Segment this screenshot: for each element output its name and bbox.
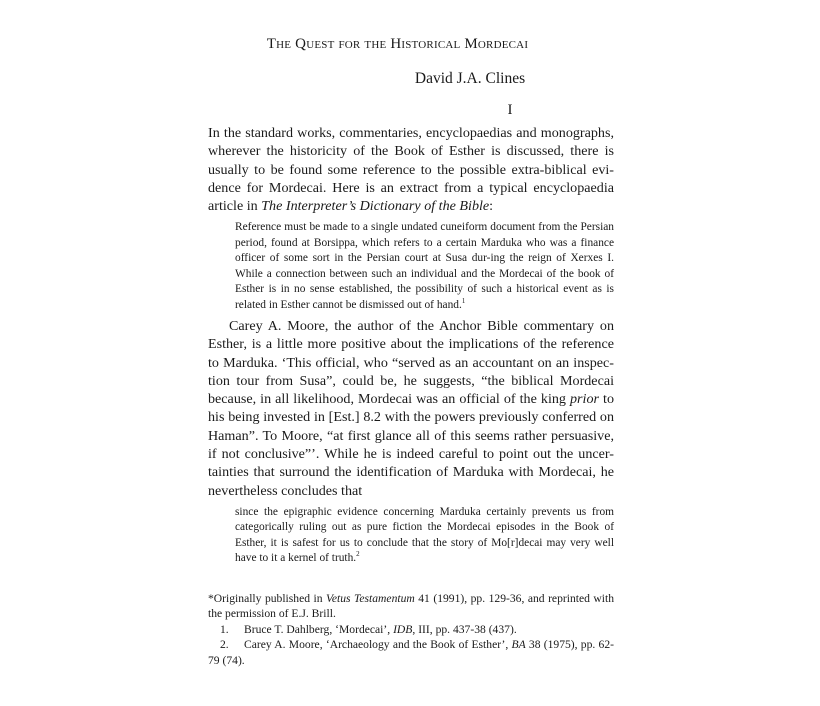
emphasis-prior: prior	[570, 391, 599, 408]
footnote-1-text: Bruce T. Dahlberg, ‘Mordecai’,	[244, 622, 394, 636]
footnote-number: 1.	[220, 622, 229, 636]
footnote-number: 2.	[220, 638, 229, 652]
footnote-2-text: Carey A. Moore, ‘Archaeology and the Book of Esther’,	[244, 638, 512, 652]
journal-title: Vetus Testamentum	[326, 592, 415, 605]
footnote-2	[208, 637, 614, 668]
author-name: David J.A. Clines	[414, 70, 526, 87]
paragraph-moore	[208, 317, 614, 500]
paragraph-intro-text: In the standard works, commentaries, encyclopaedias and monographs, wherever the historicity of the Book of Esther is discussed, there is usually to be found some reference to the possible extra-biblical evi-dence for Mordecai. Here is an extract from a typical encyclopaedia article in	[208, 125, 614, 215]
article-title: The Quest for the Historical Mordecai	[266, 36, 529, 52]
footnote-ref-2[interactable]: 2	[356, 550, 360, 559]
footnote-star-text-end: 41 (1991), pp. 129-36, and reprinted with the permission of E.J. Brill.	[208, 592, 615, 621]
block-quote-text: since the epigraphic evidence concerning Marduka certainly prevents us from categorically ruling out as pure fiction the Mordecai episodes in the Book of Esther, it is safest for us to conclude that the story of Mo[r]decai may very well have to it a kernel of truth.	[235, 505, 614, 565]
dictionary-title: The Interpreter’s Dictionary of the Bible	[261, 198, 490, 215]
block-quote-dahlberg	[235, 220, 614, 312]
footnote-2-text-end: 38 (1975), pp. 62-79 (74).	[208, 638, 614, 667]
footnote-star	[208, 591, 614, 622]
journal-abbrev: BA	[511, 638, 526, 652]
section-number: I	[507, 102, 513, 118]
footnote-1-text-end: , III, pp. 437-38 (437).	[412, 622, 517, 636]
paragraph-intro	[208, 124, 614, 215]
journal-abbrev: IDB	[393, 622, 413, 636]
block-quote-moore	[235, 505, 614, 567]
footnotes	[208, 591, 614, 668]
block-quote-text: Reference must be made to a single undated cuneiform document from the Persian period, found at Borsippa, which refers to a certain Marduka who was a finance officer of some sort in the Persian court at Susa dur-ing the reign of Xerxes I. While a connection between such an individual and the Mordecai of the book of Esther is in no sense established, the possibility of such a historical event as is related in Esther cannot be dismissed out of hand.	[235, 221, 614, 311]
footnote-1	[208, 622, 614, 637]
paragraph-moore-part1: Carey A. Moore, the author of the Anchor Bible commentary on Esther, is a little more positive about the implications of the reference to Marduka. ‘This official, who “served as an accountant on an inspec-tion tour from Susa”, could be, he suggests, “the biblical Mordecai because, in all likelihood, Mordecai was an official of the king	[208, 317, 614, 408]
footnote-star-text: *Originally published in	[208, 592, 327, 605]
paragraph-intro-end: :	[489, 198, 494, 215]
article-body	[208, 124, 614, 571]
footnote-ref-1[interactable]: 1	[461, 296, 466, 305]
paragraph-moore-part2: to his being invested in [Est.] 8.2 with the powers previously conferred on Haman”. To Moore, “at first glance all of this seems rather persuasive, if not conclusive”’. While he is indeed careful to point out the uncer-tainties that surround the identification of Marduka with Mordecai, he nevertheless concludes that	[208, 391, 614, 499]
